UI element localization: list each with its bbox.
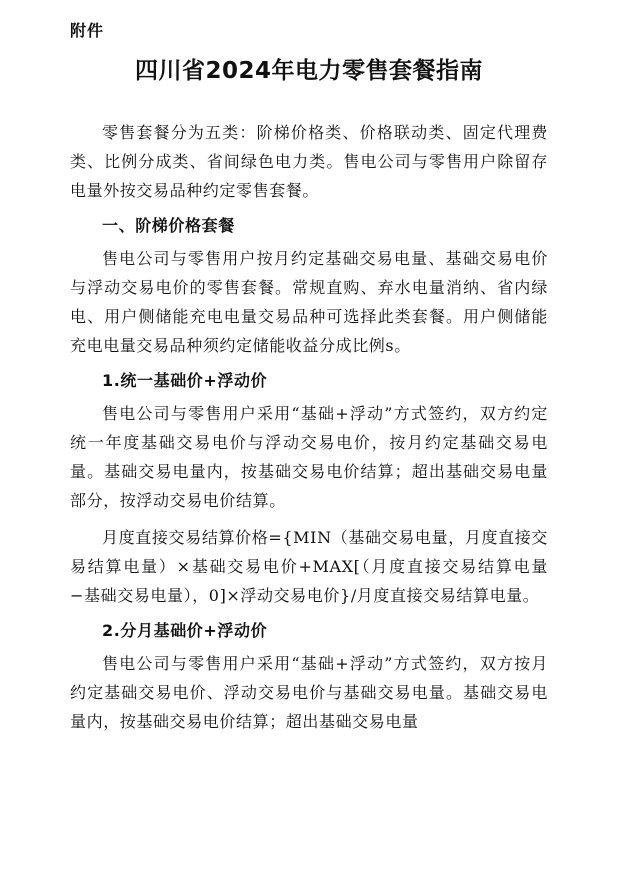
document-body xyxy=(70,118,548,736)
document-title: 四川省2024年电力零售套餐指南 xyxy=(134,58,483,84)
section-heading-ladder-price: 一、阶梯价格套餐 xyxy=(102,216,235,235)
section-1-paragraph: 售电公司与零售用户按月约定基础交易电量、基础交易电价与浮动交易电价的零售套餐。常规直购、弃水电量消纳、省内绿电、用户侧储能充电电量交易品种可选择此类套餐。用户侧储能充电电量交易品种须约定储能收益分成比例s。 xyxy=(70,249,548,355)
subsection-2-paragraph: 售电公司与零售用户采用“基础+浮动”方式签约，双方按月约定基础交易电价、浮动交易电价与基础交易电量。基础交易电量内，按基础交易电价结算；超出基础交易电量 xyxy=(70,654,548,731)
subsection-1-paragraph: 售电公司与零售用户采用“基础+浮动”方式签约，双方约定统一年度基础交易电价与浮动交易电价，按月约定基础交易电量。基础交易电量内，按基础交易电价结算；超出基础交易电量部分，按浮动交易电价结算。 xyxy=(70,404,548,510)
intro-paragraph: 零售套餐分为五类：阶梯价格类、价格联动类、固定代理费类、比例分成类、省间绿色电力类。售电公司与零售用户除留存电量外按交易品种约定零售套餐。 xyxy=(70,123,548,200)
subsection-heading-unified-base-price: 1.统一基础价+浮动价 xyxy=(102,371,268,390)
subsection-heading-monthly-base-price: 2.分月基础价+浮动价 xyxy=(102,621,268,640)
attachment-label: 附件 xyxy=(70,21,105,40)
settlement-formula: 月度直接交易结算价格={MIN（基础交易电量，月度直接交易结算电量）×基础交易电价+MAX[（月度直接交易结算电量−基础交易电量），0]×浮动交易电价}/月度直接交易结算电量。 xyxy=(70,528,548,605)
